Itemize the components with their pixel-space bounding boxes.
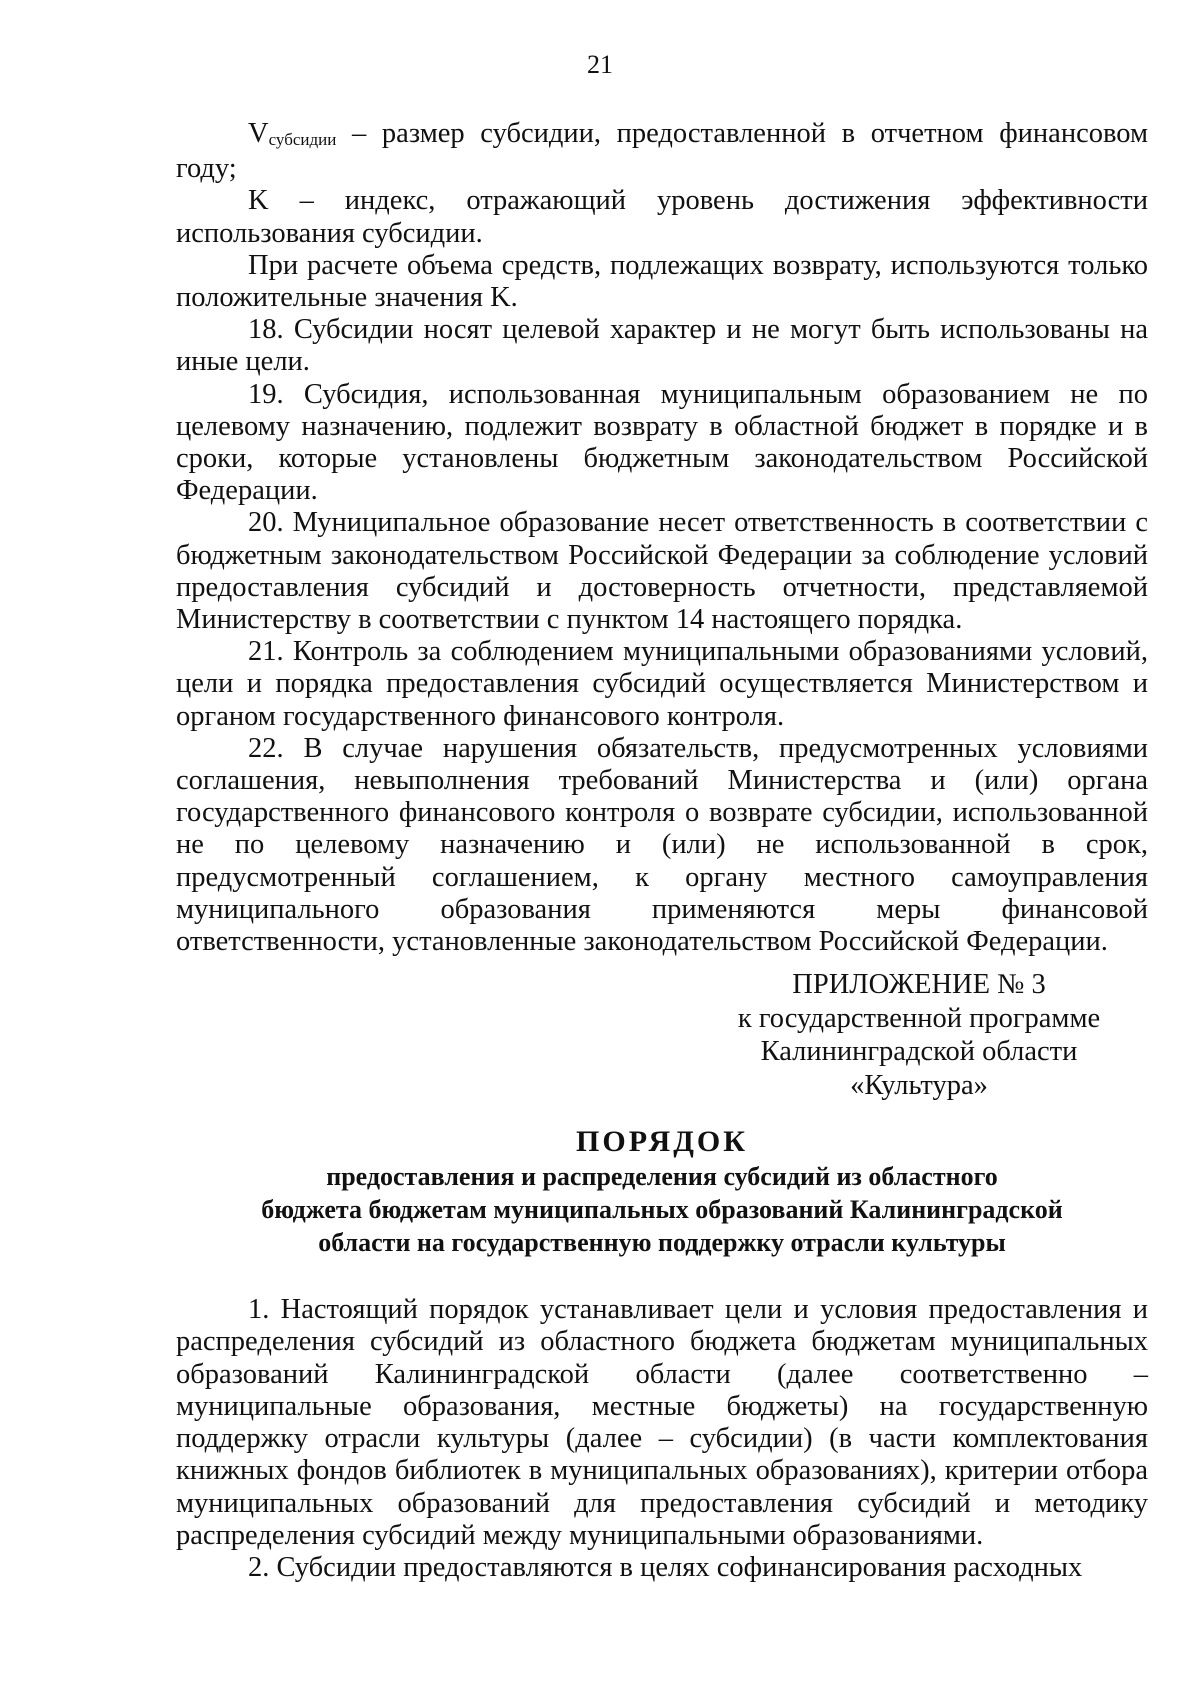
appendix-program: к государственной программе <box>737 1002 1101 1034</box>
appendix-program-name: «Культура» <box>850 1069 988 1101</box>
variable-v-subscript: субсидии <box>268 130 337 149</box>
page-number: 21 <box>587 50 613 79</box>
paragraph-19: 19. Субсидия, использованная муниципальным образованием не по целевому назначению, подлежит возврату в областной бюджет в порядке и в сроки, которые установлены бюджетным законодательством Российской Федерации. <box>176 378 1148 507</box>
title-subtitle-line-3: области на государственную поддержку отрасли культуры <box>318 1228 1006 1257</box>
section-paragraph-1: 1. Настоящий порядок устанавливает цели и условия предоставления и распределения субсидий из областного бюджета бюджетам муниципальных образований Калининградской области (далее соответственно – муниципальные образования, местные бюджеты) на государственную поддержку отрасли культуры (далее – субсидии) (в части комплектования книжных фондов библиотек в муниципальных образованиях), критерии отбора муниципальных образований для предоставления субсидий и методику распределения субсидий между муниципальными образованиями. <box>176 1294 1148 1552</box>
appendix-header <box>690 968 1148 1102</box>
paragraph-calc-note: При расчете объема средств, подлежащих возврату, используются только положительные значения K. <box>176 249 1148 314</box>
body-text-bottom <box>176 1294 1148 1585</box>
paragraph-v-definition <box>176 118 1148 185</box>
body-text-top <box>176 118 1148 958</box>
paragraph-21: 21. Контроль за соблюдением муниципальными образованиями условий, цели и порядка предоставления субсидий осуществляется Министерством и органом государственного финансового контроля. <box>176 636 1148 732</box>
title-subtitle-line-2: бюджета бюджетам муниципальных образований Калининградской <box>261 1195 1063 1224</box>
title-subtitle-line-1: предоставления и распределения субсидий из областного <box>326 1162 998 1191</box>
paragraph-22: 22. В случае нарушения обязательств, предусмотренных условиями соглашения, невыполнения требований Министерства и (или) органа государственного финансового контроля о возврате субсидии, использованной не по целевому назначению и (или) не использованной в срок, предусмотренный соглашением, к органу местного самоуправления муниципального образования применяются меры финансовой ответственности, установленные законодательством Российской Федерации. <box>176 732 1148 958</box>
paragraph-v-text: – размер субсидии, предоставленной в отчетном финансовом году; <box>176 118 1148 185</box>
document-title <box>176 1124 1148 1259</box>
paragraph-20: 20. Муниципальное образование несет ответственность в соответствии с бюджетным законодательством Российской Федерации за соблюдение условий предоставления субсидий и достоверность отчетности, представляемой Министерству в соответствии с пунктом 14 настоящего порядка. <box>176 507 1148 636</box>
title-main: ПОРЯДОК <box>576 1125 748 1158</box>
section-paragraph-2: 2. Субсидии предоставляются в целях софинансирования расходных <box>248 1552 1083 1584</box>
appendix-number: ПРИЛОЖЕНИЕ № 3 <box>792 969 1046 1000</box>
paragraph-k-definition: K – индекс, отражающий уровень достижения эффективности использования субсидии. <box>176 185 1148 249</box>
variable-v: V <box>248 118 269 149</box>
paragraph-18: 18. Субсидии носят целевой характер и не могут быть использованы на иные цели. <box>176 314 1148 378</box>
appendix-region: Калининградской области <box>760 1036 1078 1067</box>
